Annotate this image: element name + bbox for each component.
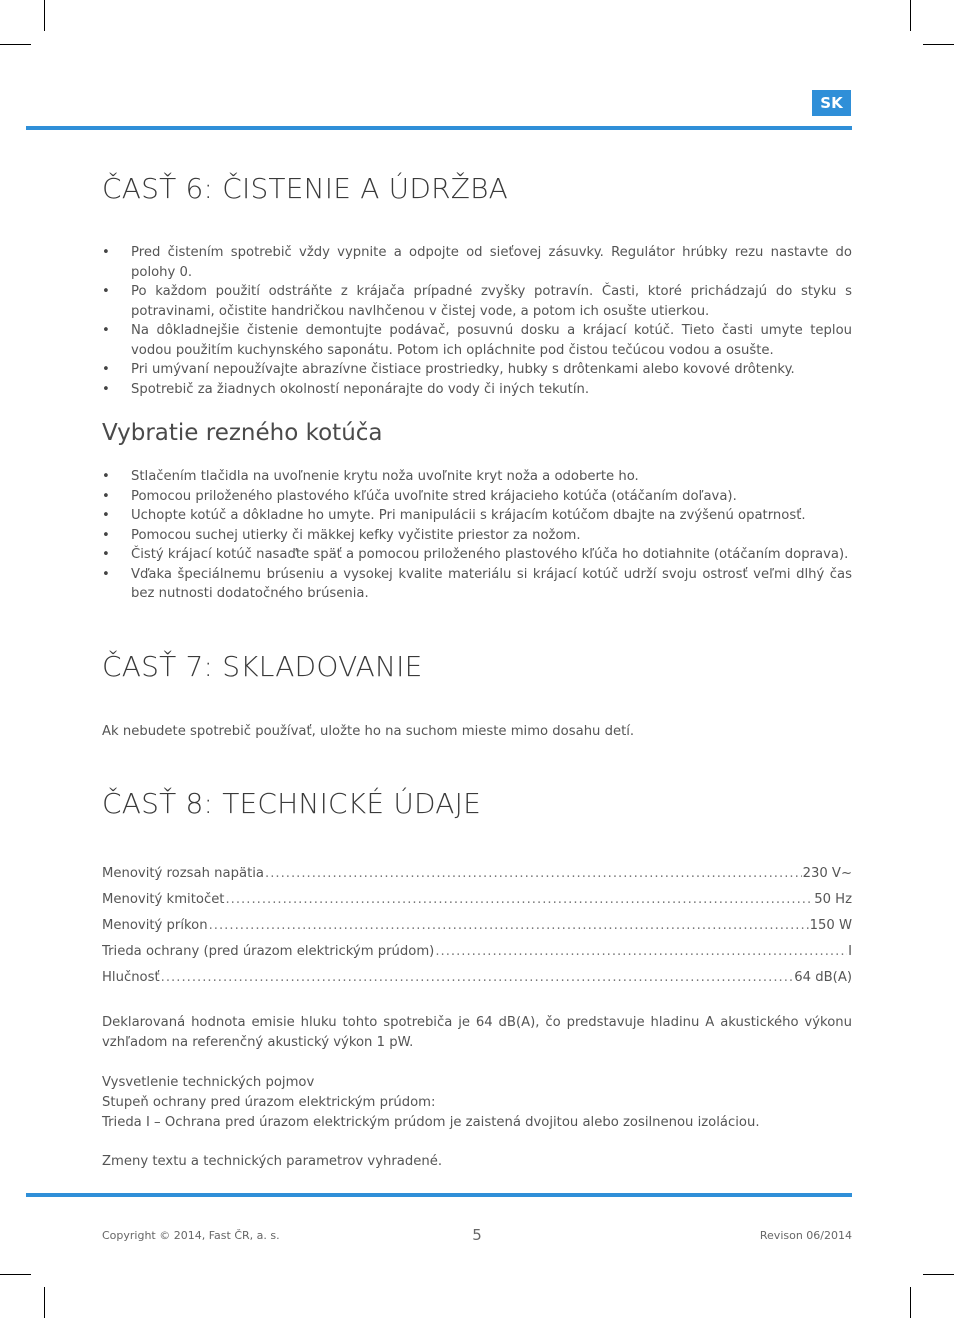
crop-mark — [0, 44, 31, 45]
explanation-title: Vysvetlenie technických pojmov — [102, 1075, 315, 1090]
revision: Revison 06/2014 — [759, 1229, 852, 1242]
language-badge: SK — [812, 90, 851, 116]
explanation-block — [102, 1073, 852, 1133]
blade-list — [102, 467, 852, 604]
spec-row — [102, 965, 852, 991]
list-item: • Pomocou priloženého plastového kľúča uvoľnite stred krájacieho kotúča (otáčaním doľava). — [102, 487, 852, 507]
list-item: • Na dôkladnejšie čistenie demontujte podávač, posuvnú dosku a krájací kotúč. Tieto časti umyte teplou vodou použitím kuchynského saponátu. Potom ich opláchnite pod čistou tečúcou vodou a osušte. — [102, 321, 852, 360]
spec-row — [102, 887, 852, 913]
spec-row — [102, 861, 852, 887]
paragraph: Deklarovaná hodnota emisie hluku tohto spotrebiča je 64 dB(A), čo predstavuje hladinu A akustického výkonu vzhľadom na referenčný akustický výkon 1 pW. — [102, 1015, 852, 1050]
leader-dots — [161, 965, 794, 991]
subsection-blade — [102, 420, 852, 446]
section-technical — [102, 787, 852, 820]
leader-dots — [265, 861, 802, 887]
footer-rule — [26, 1193, 852, 1197]
spec-label: Hlučnosť — [102, 970, 160, 985]
header-rule — [26, 126, 852, 130]
paragraph: Ak nebudete spotrebič používať, uložte ho na suchom mieste mimo dosahu detí. — [102, 724, 635, 739]
list-item: • Pred čistením spotrebič vždy vypnite a odpojte od sieťovej zásuvky. Regulátor hrúbky rezu nastavte do polohy 0. — [102, 243, 852, 282]
leader-dots — [435, 939, 847, 965]
spec-value: 230 V~ — [802, 866, 852, 881]
section-title: ČASŤ 6: ČISTENIE A ÚDRŽBA — [102, 172, 509, 205]
spec-label: Trieda ochrany (pred úrazom elektrickým prúdom) — [102, 944, 435, 959]
crop-mark — [910, 1287, 911, 1318]
paragraph: Zmeny textu a technických parametrov vyhradené. — [102, 1154, 443, 1169]
copyright: Copyright © 2014, Fast ČR, a. s. — [102, 1229, 280, 1242]
leader-dots — [209, 913, 809, 939]
declaration-text — [102, 1013, 852, 1053]
section-storage — [102, 650, 852, 683]
crop-mark — [44, 0, 45, 31]
crop-mark — [44, 1287, 45, 1318]
crop-mark — [923, 1274, 954, 1275]
changes-note — [102, 1152, 852, 1172]
leader-dots — [225, 887, 813, 913]
storage-text — [102, 722, 852, 742]
subsection-title: Vybratie rezného kotúča — [102, 420, 383, 446]
spec-row — [102, 913, 852, 939]
spec-value: 150 W — [809, 918, 852, 933]
spec-label: Menovitý príkon — [102, 918, 208, 933]
spec-value: 50 Hz — [814, 892, 852, 907]
page-number: 5 — [472, 1226, 482, 1244]
section-title: ČASŤ 7: SKLADOVANIE — [102, 650, 423, 683]
list-item: • Spotrebič za žiadnych okolností neponárajte do vody či iných tekutín. — [102, 380, 852, 400]
spec-row — [102, 939, 852, 965]
spec-value: I — [848, 944, 852, 959]
spec-table — [102, 861, 852, 991]
list-item: • Po každom použití odstráňte z krájača prípadné zvyšky potravín. Časti, ktoré prichádzajú do styku s potravinami, očistite handričkou navlhčenou v čistej vode, a potom ich osušte utierkou. — [102, 282, 852, 321]
spec-value: 64 dB(A) — [794, 970, 852, 985]
list-item: • Stlačením tlačidla na uvoľnenie krytu noža uvoľnite kryt noža a odoberte ho. — [102, 467, 852, 487]
spec-label: Menovitý kmitočet — [102, 892, 225, 907]
section-cleaning — [102, 172, 852, 205]
section-title: ČASŤ 8: TECHNICKÉ ÚDAJE — [102, 787, 482, 820]
cleaning-list — [102, 243, 852, 399]
list-item: • Uchopte kotúč a dôkladne ho umyte. Pri manipulácii s krájacím kotúčom dbajte na zvýšenú opatrnosť. — [102, 506, 852, 526]
list-item: • Pomocou suchej utierky či mäkkej kefky vyčistite priestor za nožom. — [102, 526, 852, 546]
list-item: • Pri umývaní nepoužívajte abrazívne čistiace prostriedky, hubky s drôtenkami alebo kovové drôtenky. — [102, 360, 852, 380]
crop-mark — [910, 0, 911, 31]
crop-mark — [923, 44, 954, 45]
list-item: • Vďaka špeciálnemu brúseniu a vysokej kvalite materiálu si krájací kotúč udrží svoju ostrosť veľmi dlhý čas bez nutnosti dodatočného brúsenia. — [102, 565, 852, 604]
explanation-line: Trieda I – Ochrana pred úrazom elektrickým prúdom je zaistená dvojitou alebo zosilnenou izoláciou. — [102, 1115, 760, 1130]
spec-label: Menovitý rozsah napätia — [102, 866, 264, 881]
crop-mark — [0, 1274, 31, 1275]
explanation-line: Stupeň ochrany pred úrazom elektrickým prúdom: — [102, 1095, 436, 1110]
list-item: • Čistý krájací kotúč nasaďte späť a pomocou priloženého plastového kľúča ho dotiahnite (otáčaním doprava). — [102, 545, 852, 565]
